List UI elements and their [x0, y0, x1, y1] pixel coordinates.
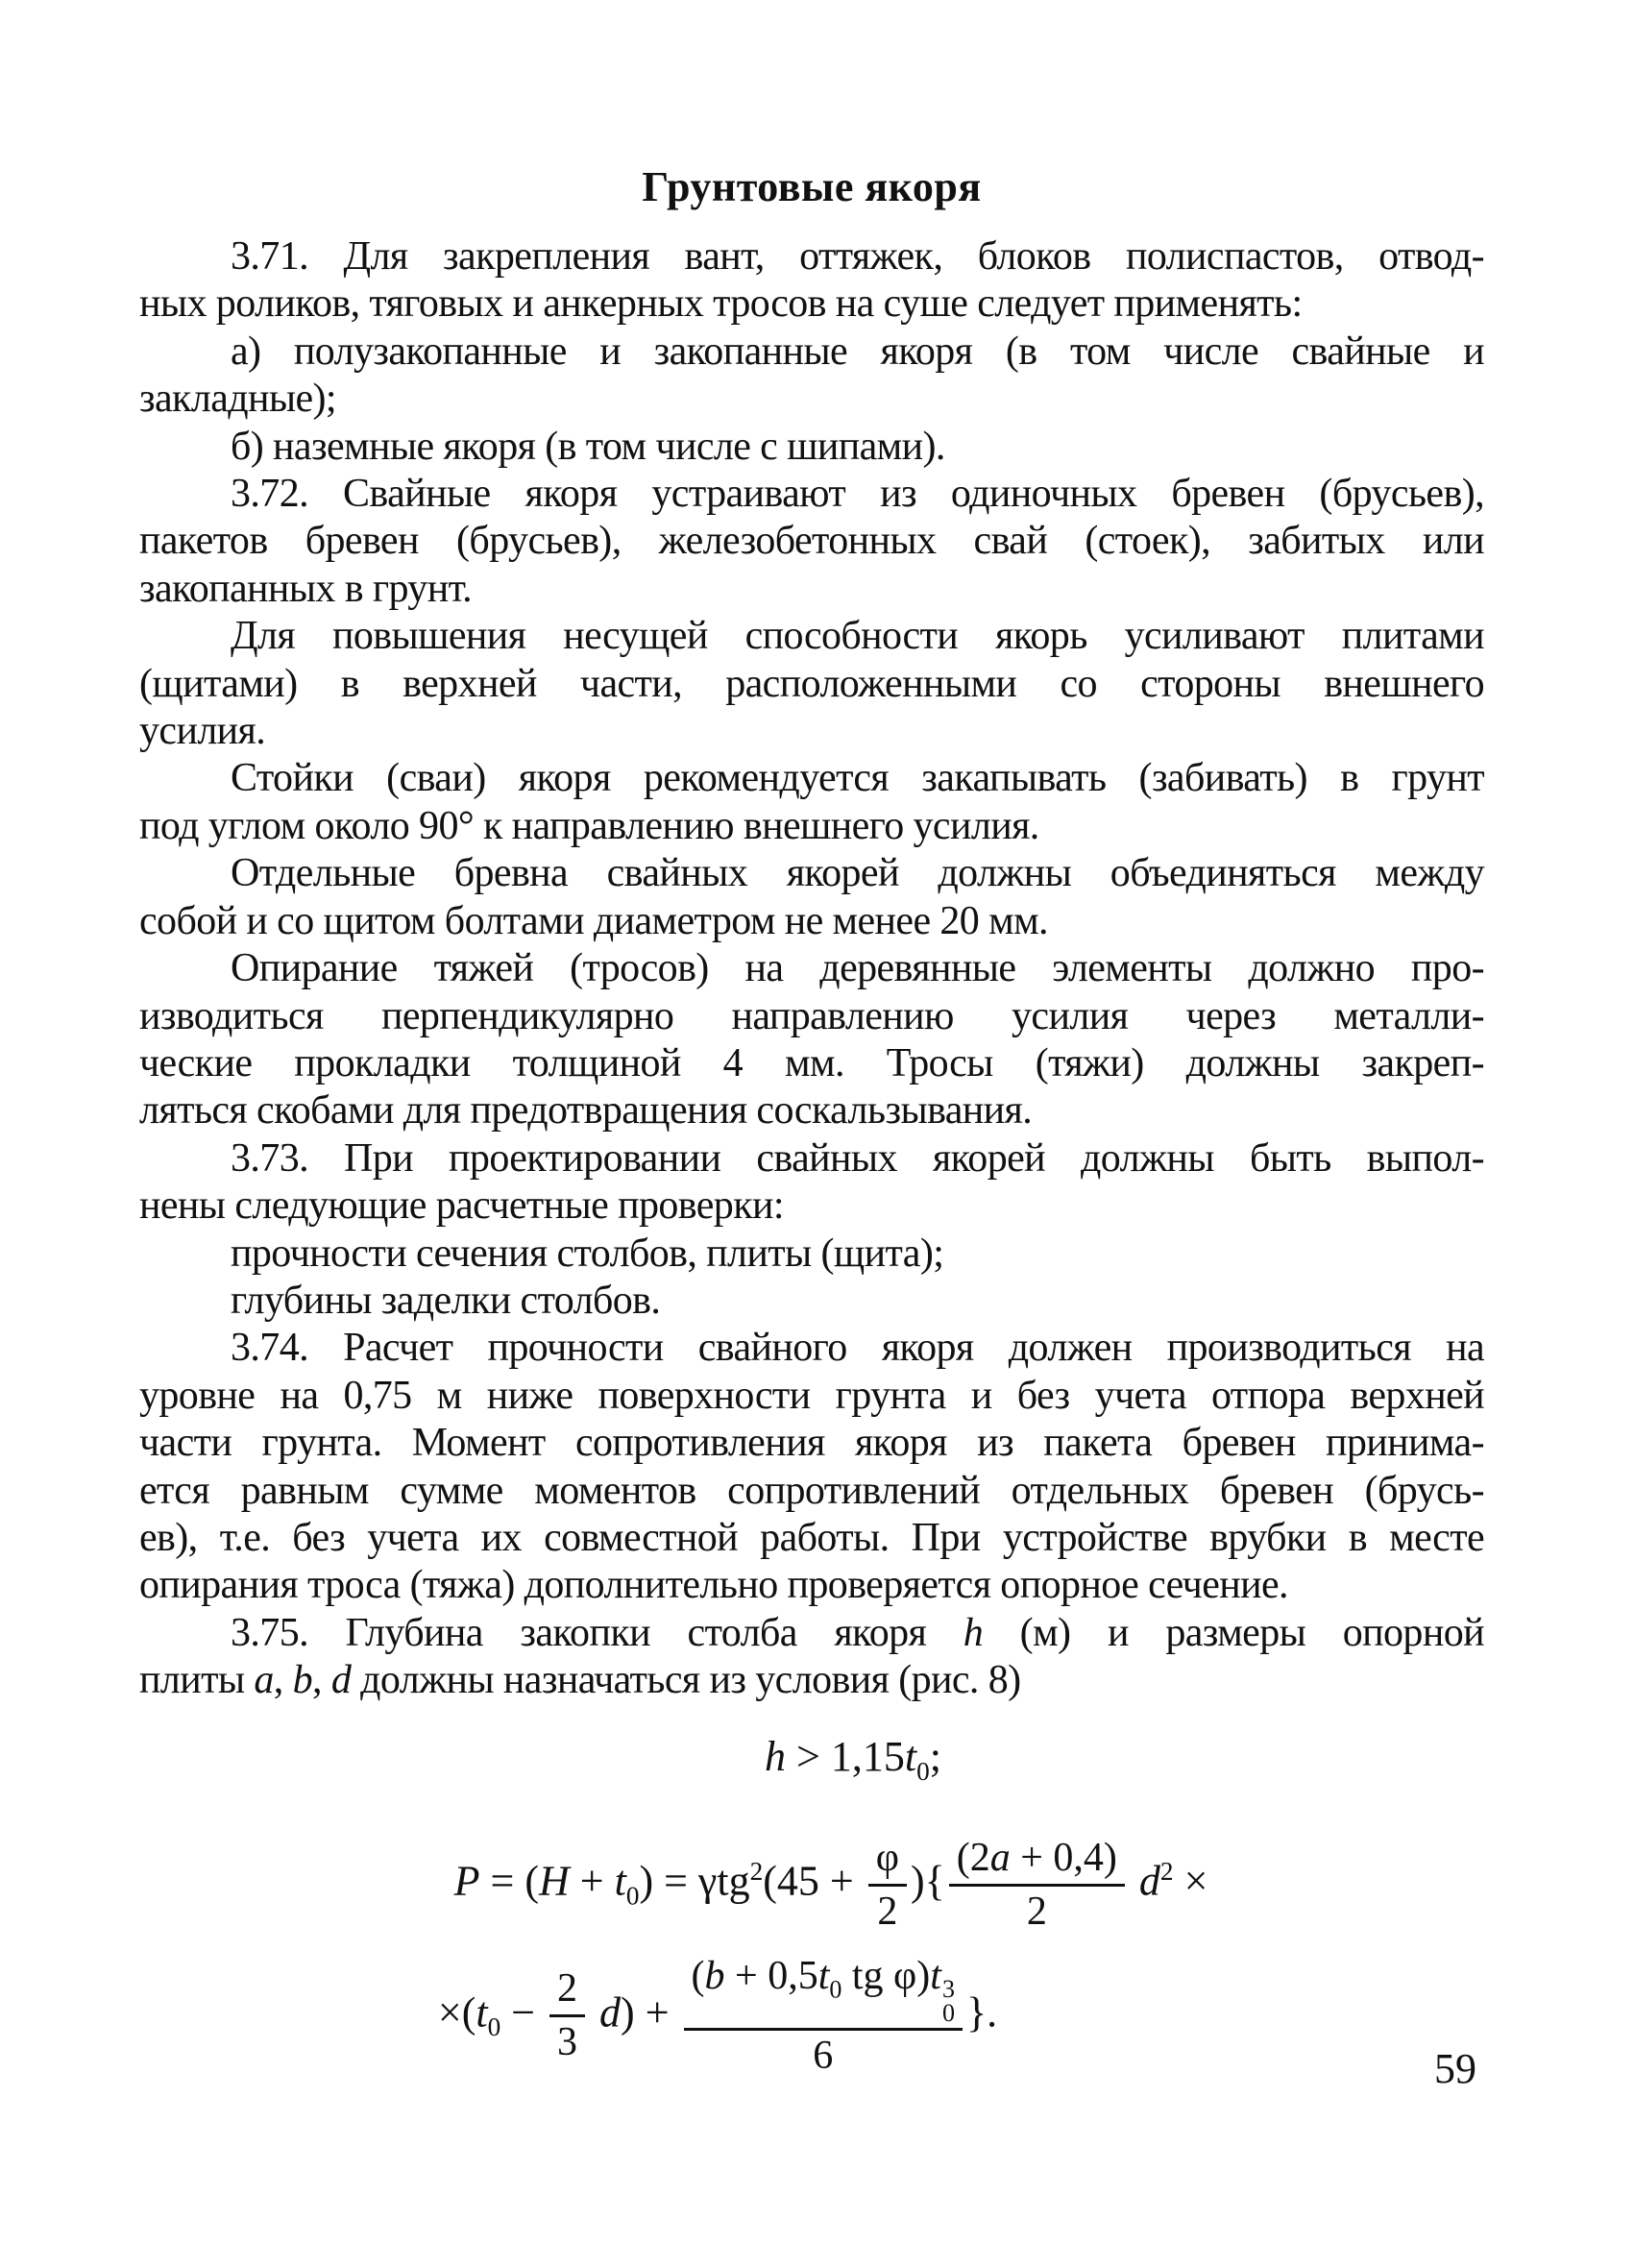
text-line: глубины заделки столбов. — [231, 1278, 661, 1323]
paragraph — [139, 1325, 1484, 1609]
paragraph — [139, 1135, 1484, 1231]
text-line: 3.73. При проектировании свайных якорей должны быть выпол- — [231, 1135, 1484, 1181]
text-line: Стойки (сваи) якоря рекомендуется закапывать (забивать) в грунт — [231, 756, 1484, 801]
text-line: б) наземные якоря (в том числе с шипами). — [231, 424, 945, 469]
fraction: $\frac{(2a + 0,4)}{2}$ — [949, 1836, 1125, 1935]
paragraph — [139, 1231, 1484, 1278]
text-line: (щитами) в верхней части, расположенными со стороны внешнего — [139, 661, 1484, 706]
text-line: ных роликов, тяговых и анкерных тросов на суше следует применять: — [139, 281, 1303, 327]
formula-bearing-capacity-line2: $\times(t_0$ − $\frac{2}{3}$ d) + ($b + 0,5t_0$ tg φ)t 3 0 6 }. — [437, 1953, 998, 2079]
text-line: ется равным сумме моментов сопротивлений отдельных бревен (брусь- — [139, 1468, 1484, 1513]
paragraph — [139, 850, 1484, 945]
text-line: 3.74. Расчет прочности свайного якоря должен производиться на — [231, 1326, 1484, 1371]
text-line: закопанных в грунт. — [139, 566, 473, 611]
text-line: ческие прокладки толщиной 4 мм. Тросы (тяжи) должны закреп- — [139, 1040, 1484, 1085]
paragraph — [139, 945, 1484, 1135]
paragraph — [139, 424, 1484, 471]
text-line: под углом около 90° к направлению внешнего усилия. — [139, 803, 1039, 848]
text-line: прочности сечения столбов, плиты (щита); — [231, 1231, 944, 1276]
text-line: плиты a, b, d должны назначаться из условия (рис. 8) — [139, 1658, 1021, 1703]
paragraph — [139, 755, 1484, 850]
paragraph — [139, 329, 1484, 424]
text-line: опирания троса (тяжа) дополнительно проверяется опорное сечение. — [139, 1563, 1288, 1608]
paragraph — [139, 1278, 1484, 1325]
body-paragraphs — [139, 233, 1484, 1705]
section-title: Грунтовые якоря — [642, 163, 982, 210]
text-line: 3.75. Глубина закопки столба якоря h (м) и размеры опорной — [231, 1610, 1484, 1655]
text-line: изводиться перпендикулярно направлению усилия через металли- — [139, 993, 1484, 1038]
paragraph — [139, 233, 1484, 329]
text-line: Для повышения несущей способности якорь усиливают плитами — [231, 614, 1484, 659]
text-line: уровне на 0,75 м ниже поверхности грунта и без учета отпора верхней — [139, 1373, 1484, 1418]
fraction: $\frac{2}{3}$ — [549, 1966, 585, 2065]
text-line: 3.71. Для закрепления вант, оттяжек, блоков полиспастов, отвод- — [231, 234, 1484, 279]
formula-depth-condition: $h > 1,15t_0$; — [765, 1732, 941, 1786]
text-line: а) полузакопанные и закопанные якоря (в том числе свайные и — [231, 329, 1484, 374]
text-line: нены следующие расчетные проверки: — [139, 1183, 784, 1229]
text-line: пакетов бревен (брусьев), железобетонных свай (стоек), забитых или — [139, 519, 1484, 564]
text-line: Опирание тяжей (тросов) на деревянные элементы должно про- — [231, 946, 1484, 991]
formula-bearing-capacity-line1: $P = (H + t_0) = \gamma tg^2(45$ + $\frac{\varphi}{2}$ ){ $\frac{(2a + 0,4)}{2}$ $d^2$ × — [453, 1835, 1208, 1934]
text-line: закладные); — [139, 377, 336, 422]
text-line: Отдельные бревна свайных якорей должны объединяться между — [231, 851, 1484, 896]
fraction: $\frac{\varphi}{2}$ — [868, 1836, 907, 1935]
paragraph — [139, 471, 1484, 613]
text-line: собой и со щитом болтами диаметром не менее 20 мм. — [139, 898, 1048, 943]
paragraph — [139, 1610, 1484, 1705]
text-line: усилия. — [139, 709, 266, 754]
text-line: ляться скобами для предотвращения соскальзывания. — [139, 1088, 1033, 1134]
fraction: ($b + 0,5t_0$ tg φ)t 3 0 6 — [684, 1954, 963, 2080]
text-line: 3.72. Свайные якоря устраивают из одиночных бревен (брусьев), — [231, 472, 1484, 517]
text-line: части грунта. Момент сопротивления якоря из пакета бревен принима- — [139, 1421, 1484, 1466]
page-number: 59 — [1434, 2045, 1476, 2092]
paragraph — [139, 613, 1484, 755]
text-line: ев), т.е. без учета их совместной работы. При устройстве врубки в месте — [139, 1515, 1484, 1560]
